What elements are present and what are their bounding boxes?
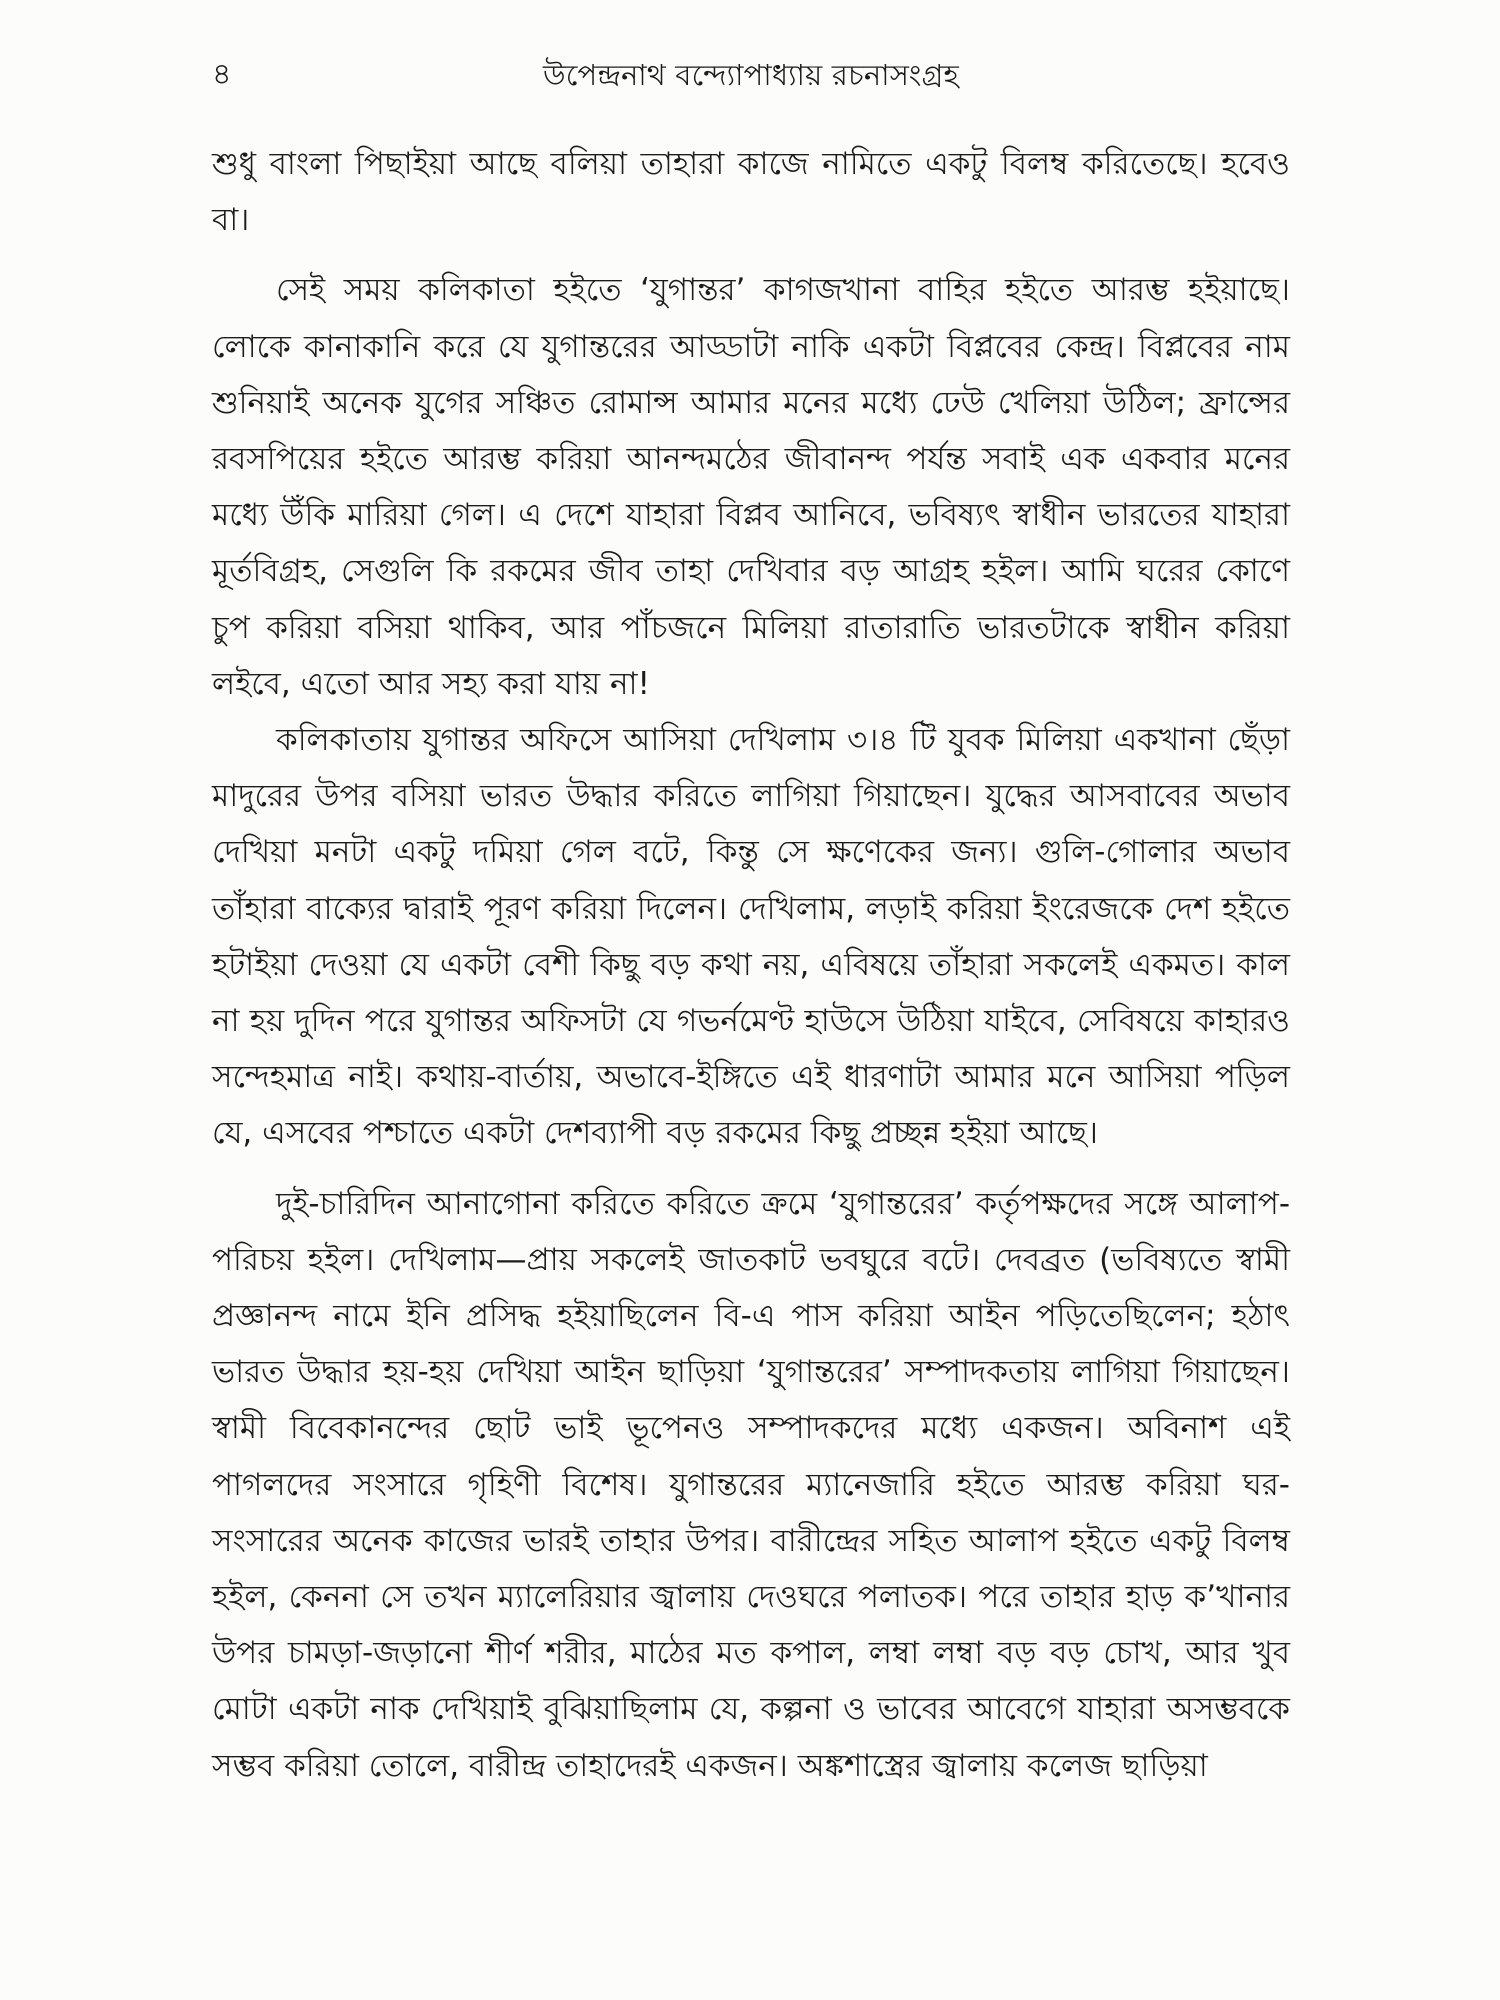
page-header — [212, 55, 1290, 103]
paragraph-1: শুধু বাংলা পিছাইয়া আছে বলিয়া তাহারা কাজে নামিতে একটু বিলম্ব করিতেছে। হবেও বা। — [212, 146, 1290, 239]
running-title: উপেন্দ্রনাথ বন্দ্যোপাধ্যায় রচনাসংগ্রহ — [543, 58, 959, 92]
paragraph-4: দুই-চারিদিন আনাগোনা করিতে করিতে ক্রমে ‘যুগান্তরের’ কর্তৃপক্ষদের সঙ্গে আলাপ-পরিচয় হইল। দেখিলাম—প্রায় সকলেই জাতকাট ভবঘুরে বটে। দেবব্রত (ভবিষ্যতে স্বামী প্রজ্ঞানন্দ নামে ইনি প্রসিদ্ধ হইয়াছিলেন বি-এ পাস করিয়া আইন পড়িতেছিলেন; হঠাৎ ভারত উদ্ধার হয়-হয় দেখিয়া আইন ছাড়িয়া ‘যুগান্তরের’ সম্পাদকতায় লাগিয়া গিয়াছেন। স্বামী বিবেকানন্দের ছোট ভাই ভূপেনও সম্পাদকদের মধ্যে একজন। অবিনাশ এই পাগলদের সংসারে গৃহিণী বিশেষ। যুগান্তরের ম্যানেজারি হইতে আরম্ভ করিয়া ঘর-সংসারের অনেক কাজের ভারই তাহার উপর। বারীন্দ্রের সহিত আলাপ হইতে একটু বিলম্ব হইল, কেননা সে তখন ম্যালেরিয়ার জ্বালায় দেওঘরে পলাতক। পরে তাহার হাড় ক’খানার উপর চামড়া-জড়ানো শীর্ণ শরীর, মাঠের মত কপাল, লম্বা লম্বা বড় বড় চোখ, আর খুব মোটা একটা নাক দেখিয়াই বুঝিয়াছিলাম যে, কল্পনা ও ভাবের আবেগে যাহারা অসম্ভবকে সম্ভব করিয়া তোলে, বারীন্দ্র তাহাদেরই একজন। অঙ্কশাস্ত্রের জ্বালায় কলেজ ছাড়িয়া — [212, 1185, 1291, 1784]
paragraph-3: কলিকাতায় যুগান্তর অফিসে আসিয়া দেখিলাম ৩।৪ টি যুবক মিলিয়া একখানা ছেঁড়া মাদুরের উপর বসিয়া ভারত উদ্ধার করিতে লাগিয়া গিয়াছেন। যুদ্ধের আসবাবের অভাব দেখিয়া মনটা একটু দমিয়া গেল বটে, কিন্তু সে ক্ষণেকের জন্য। গুলি-গোলার অভাব তাঁহারা বাক্যের দ্বারাই পূরণ করিয়া দিলেন। দেখিলাম, লড়াই করিয়া ইংরেজকে দেশ হইতে হটাইয়া দেওয়া যে একটা বেশী কিছু বড় কথা নয়, এবিষয়ে তাঁহারা সকলেই একমত। কাল না হয় দুদিন পরে যুগান্তর অফিসটা যে গভর্নমেণ্ট হাউসে উঠিয়া যাইবে, সেবিষয়ে কাহারও সন্দেহমাত্র নাই। কথায়-বার্তায়, অভাবে-ইঙ্গিতে এই ধারণাটা আমার মনে আসিয়া পড়িল যে, এসবের পশ্চাতে একটা দেশব্যাপী বড় রকমের কিছু প্রচ্ছন্ন হইয়া আছে। — [212, 722, 1290, 1152]
body-text — [212, 136, 1290, 1794]
page-number: ৪ — [212, 57, 232, 92]
paragraph-2: সেই সময় কলিকাতা হইতে ‘যুগান্তর’ কাগজখানা বাহির হইতে আরম্ভ হইয়াছে। লোকে কানাকানি করে যে যুগান্তরের আড্ডাটা নাকি একটা বিপ্লবের কেন্দ্র। বিপ্লবের নাম শুনিয়াই অনেক যুগের সঞ্চিত রোমান্স আমার মনের মধ্যে ঢেউ খেলিয়া উঠিল; ফ্রান্সের রবসপিয়ের হইতে আরম্ভ করিয়া আনন্দমঠের জীবানন্দ পর্যন্ত সবাই এক একবার মনের মধ্যে উঁকি মারিয়া গেল। এ দেশে যাহারা বিপ্লব আনিবে, ভবিষ্যৎ স্বাধীন ভারতের যাহারা মূর্তবিগ্রহ, সেগুলি কি রকমের জীব তাহা দেখিবার বড় আগ্রহ হইল। আমি ঘরের কোণে চুপ করিয়া বসিয়া থাকিব, আর পাঁচজনে মিলিয়া রাতারাতি ভারতটাকে স্বাধীন করিয়া লইবে, এতো আর সহ্য করা যায় না! — [212, 272, 1290, 702]
